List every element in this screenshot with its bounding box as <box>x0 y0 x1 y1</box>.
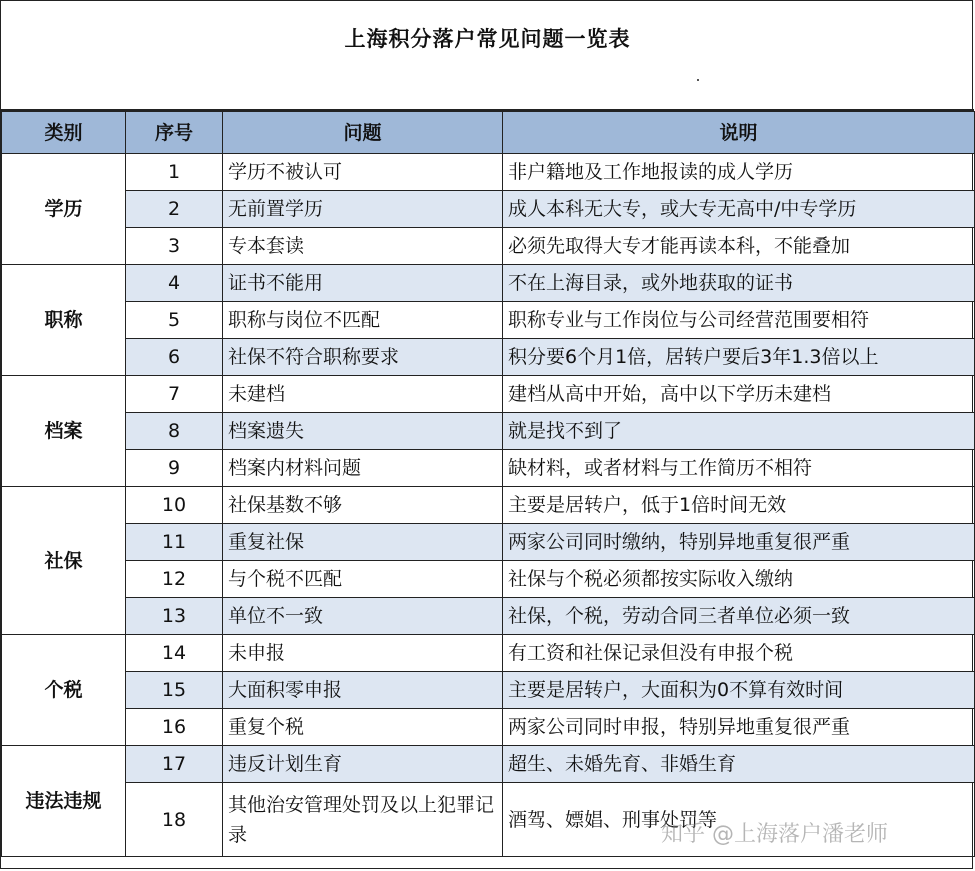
seq-cell: 15 <box>126 672 223 709</box>
explanation-cell: 酒驾、嫖娼、刑事处罚等 <box>503 783 975 857</box>
question-cell: 与个税不匹配 <box>223 561 503 598</box>
category-cell: 违法违规 <box>2 746 126 857</box>
seq-cell: 8 <box>126 413 223 450</box>
question-cell: 重复社保 <box>223 524 503 561</box>
explanation-cell: 两家公司同时缴纳，特别异地重复很严重 <box>503 524 975 561</box>
seq-cell: 1 <box>126 154 223 191</box>
table-row <box>2 450 975 487</box>
table-row <box>2 154 975 191</box>
question-cell: 单位不一致 <box>223 598 503 635</box>
explanation-cell: 社保，个税，劳动合同三者单位必须一致 <box>503 598 975 635</box>
explanation-cell: 不在上海目录，或外地获取的证书 <box>503 265 975 302</box>
faq-table <box>1 111 975 857</box>
explanation-cell: 社保与个税必须都按实际收入缴纳 <box>503 561 975 598</box>
header-category: 类别 <box>2 112 126 154</box>
explanation-cell: 主要是居转户，大面积为0不算有效时间 <box>503 672 975 709</box>
explanation-cell: 成人本科无大专，或大专无高中/中专学历 <box>503 191 975 228</box>
title-row <box>1 1 974 111</box>
explanation-cell: 超生、未婚先育、非婚生育 <box>503 746 975 783</box>
table-row <box>2 339 975 376</box>
category-cell: 社保 <box>2 487 126 635</box>
stray-dot <box>697 79 699 81</box>
table-row <box>2 191 975 228</box>
header-seq: 序号 <box>126 112 223 154</box>
seq-cell: 12 <box>126 561 223 598</box>
explanation-cell: 就是找不到了 <box>503 413 975 450</box>
seq-cell: 7 <box>126 376 223 413</box>
table-body <box>2 154 975 857</box>
seq-cell: 5 <box>126 302 223 339</box>
explanation-cell: 有工资和社保记录但没有申报个税 <box>503 635 975 672</box>
seq-cell: 3 <box>126 228 223 265</box>
question-cell: 重复个税 <box>223 709 503 746</box>
seq-cell: 2 <box>126 191 223 228</box>
watermark: 知乎 @上海落户潘老师 <box>661 822 888 847</box>
table-row <box>2 598 975 635</box>
question-cell: 职称与岗位不匹配 <box>223 302 503 339</box>
table-row <box>2 746 975 783</box>
explanation-cell: 职称专业与工作岗位与公司经营范围要相符 <box>503 302 975 339</box>
question-cell: 社保不符合职称要求 <box>223 339 503 376</box>
seq-cell: 6 <box>126 339 223 376</box>
seq-cell: 10 <box>126 487 223 524</box>
category-cell: 职称 <box>2 265 126 376</box>
category-cell: 学历 <box>2 154 126 265</box>
explanation-cell: 积分要6个月1倍，居转户要后3年1.3倍以上 <box>503 339 975 376</box>
table-row <box>2 228 975 265</box>
question-cell: 其他治安管理处罚及以上犯罪记录 <box>223 783 503 857</box>
table-row <box>2 413 975 450</box>
question-cell: 档案遗失 <box>223 413 503 450</box>
table-row <box>2 635 975 672</box>
explanation-cell: 缺材料，或者材料与工作简历不相符 <box>503 450 975 487</box>
table-row <box>2 709 975 746</box>
question-cell: 无前置学历 <box>223 191 503 228</box>
seq-cell: 18 <box>126 783 223 857</box>
table-row <box>2 783 975 857</box>
seq-cell: 14 <box>126 635 223 672</box>
question-cell: 社保基数不够 <box>223 487 503 524</box>
explanation-cell: 两家公司同时申报，特别异地重复很严重 <box>503 709 975 746</box>
question-cell: 大面积零申报 <box>223 672 503 709</box>
question-cell: 违反计划生育 <box>223 746 503 783</box>
table-row <box>2 265 975 302</box>
seq-cell: 4 <box>126 265 223 302</box>
table-row <box>2 376 975 413</box>
table-row <box>2 561 975 598</box>
seq-cell: 17 <box>126 746 223 783</box>
table-row <box>2 487 975 524</box>
category-cell: 档案 <box>2 376 126 487</box>
table-row <box>2 302 975 339</box>
explanation-cell: 必须先取得大专才能再读本科，不能叠加 <box>503 228 975 265</box>
header-row <box>2 112 975 154</box>
table-row <box>2 672 975 709</box>
header-question: 问题 <box>223 112 503 154</box>
question-cell: 证书不能用 <box>223 265 503 302</box>
seq-cell: 16 <box>126 709 223 746</box>
table-row <box>2 524 975 561</box>
category-cell: 个税 <box>2 635 126 746</box>
explanation-cell: 主要是居转户，低于1倍时间无效 <box>503 487 975 524</box>
seq-cell: 13 <box>126 598 223 635</box>
question-cell: 档案内材料问题 <box>223 450 503 487</box>
explanation-cell: 建档从高中开始，高中以下学历未建档 <box>503 376 975 413</box>
question-cell: 未建档 <box>223 376 503 413</box>
page-title: 上海积分落户常见问题一览表 <box>344 27 631 51</box>
question-cell: 学历不被认可 <box>223 154 503 191</box>
explanation-cell: 非户籍地及工作地报读的成人学历 <box>503 154 975 191</box>
question-cell: 专本套读 <box>223 228 503 265</box>
seq-cell: 11 <box>126 524 223 561</box>
question-cell: 未申报 <box>223 635 503 672</box>
seq-cell: 9 <box>126 450 223 487</box>
header-explanation: 说明 <box>503 112 975 154</box>
